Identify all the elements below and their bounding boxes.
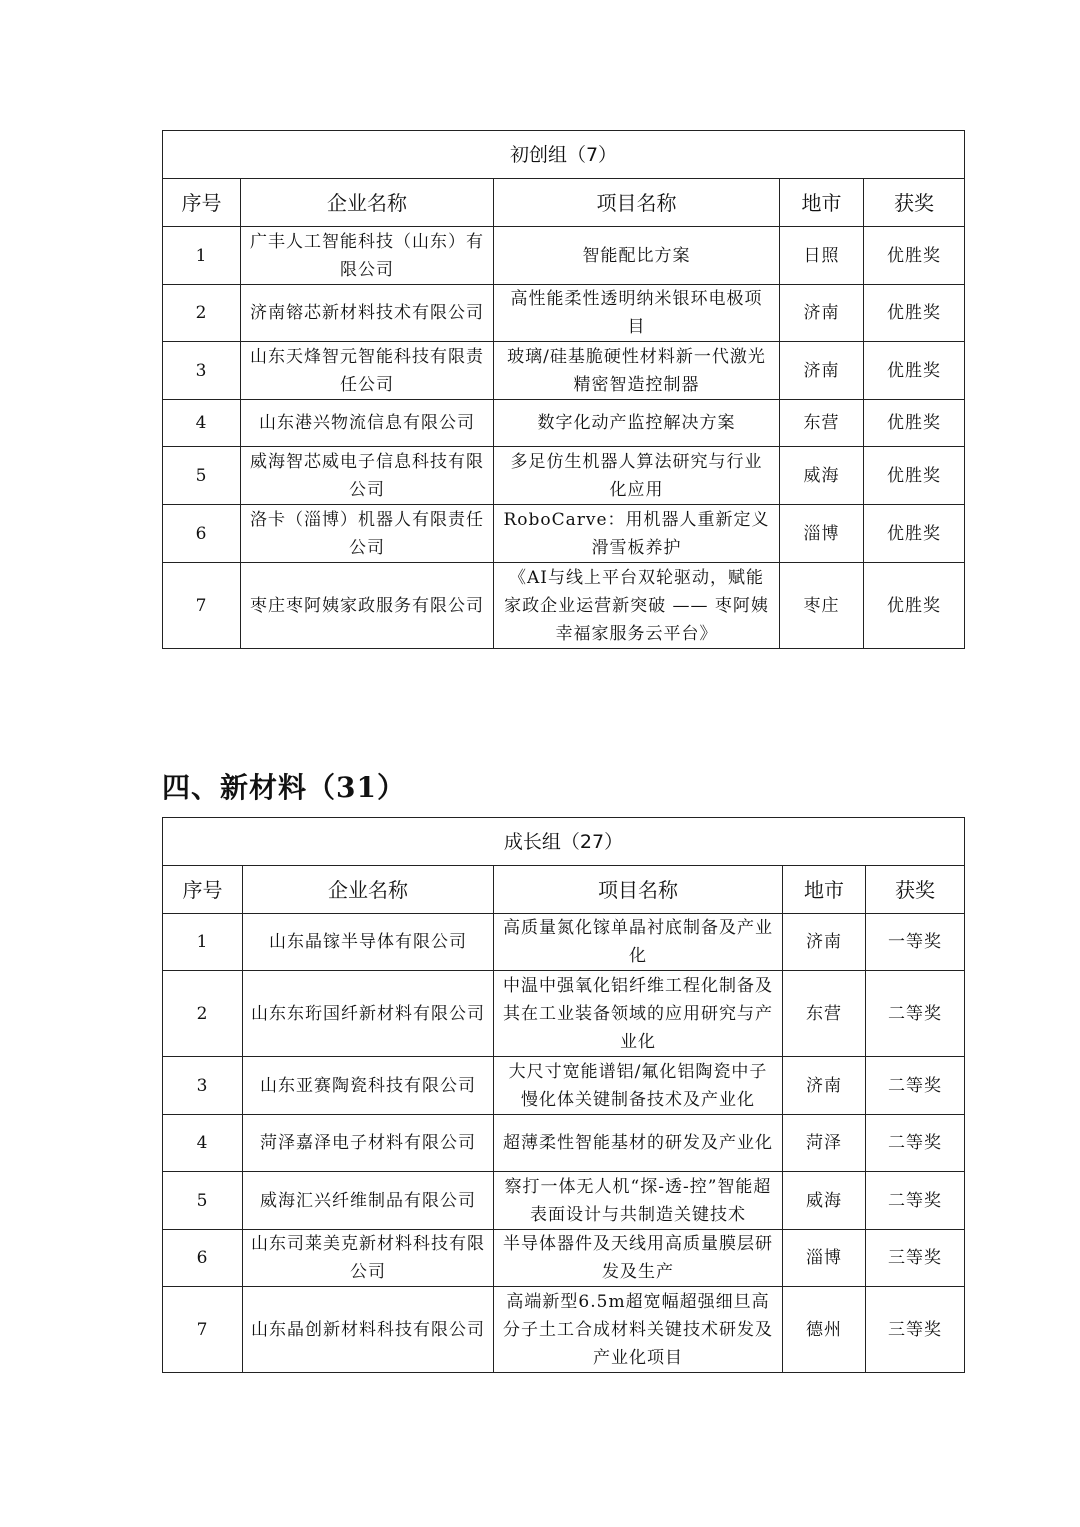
table-row	[163, 227, 965, 285]
award: 二等奖	[866, 971, 965, 1057]
award: 优胜奖	[864, 400, 965, 447]
row-number: 3	[163, 342, 241, 400]
col-header-project: 项目名称	[494, 179, 780, 227]
project-name: 数字化动产监控解决方案	[494, 400, 780, 447]
table-row	[163, 285, 965, 342]
row-number: 6	[163, 1230, 243, 1287]
award: 优胜奖	[864, 505, 965, 563]
col-header-no: 序号	[163, 866, 243, 914]
col-header-company: 企业名称	[241, 179, 494, 227]
company-name: 枣庄枣阿姨家政服务有限公司	[241, 563, 494, 649]
city: 枣庄	[780, 563, 864, 649]
company-name: 山东晶镓半导体有限公司	[243, 914, 494, 971]
table-row	[163, 971, 965, 1057]
table-row	[163, 400, 965, 447]
col-header-company: 企业名称	[243, 866, 494, 914]
row-number: 5	[163, 447, 241, 505]
award-table-growth	[162, 817, 965, 1373]
city: 济南	[780, 285, 864, 342]
col-header-award: 获奖	[866, 866, 965, 914]
project-name: RoboCarve：用机器人重新定义滑雪板养护	[494, 505, 780, 563]
section-title: 四、新材料（31）	[162, 771, 406, 804]
row-number: 7	[163, 563, 241, 649]
award: 优胜奖	[864, 227, 965, 285]
row-number: 1	[163, 227, 241, 285]
row-number: 5	[163, 1172, 243, 1230]
award: 优胜奖	[864, 447, 965, 505]
company-name: 山东司莱美克新材料科技有限公司	[243, 1230, 494, 1287]
project-name: 高性能柔性透明纳米银环电极项目	[494, 285, 780, 342]
table-row	[163, 447, 965, 505]
row-number: 2	[163, 971, 243, 1057]
company-name: 广丰人工智能科技（山东）有限公司	[241, 227, 494, 285]
award: 优胜奖	[864, 285, 965, 342]
project-name: 高质量氮化镓单晶衬底制备及产业化	[494, 914, 783, 971]
col-header-city: 地市	[783, 866, 866, 914]
project-name: 《AI与线上平台双轮驱动，赋能家政企业运营新突破 —— 枣阿姨幸福家服务云平台》	[494, 563, 780, 649]
company-name: 威海汇兴纤维制品有限公司	[243, 1172, 494, 1230]
col-header-no: 序号	[163, 179, 241, 227]
city: 德州	[783, 1287, 866, 1373]
table-row	[163, 1230, 965, 1287]
award: 二等奖	[866, 1172, 965, 1230]
award: 一等奖	[866, 914, 965, 971]
row-number: 3	[163, 1057, 243, 1115]
table-row	[163, 1172, 965, 1230]
company-name: 山东东珩国纤新材料有限公司	[243, 971, 494, 1057]
city: 济南	[780, 342, 864, 400]
company-name: 山东亚赛陶瓷科技有限公司	[243, 1057, 494, 1115]
row-number: 6	[163, 505, 241, 563]
city: 菏泽	[783, 1115, 866, 1172]
company-name: 山东晶创新材料科技有限公司	[243, 1287, 494, 1373]
city: 济南	[783, 914, 866, 971]
project-name: 多足仿生机器人算法研究与行业化应用	[494, 447, 780, 505]
project-name: 大尺寸宽能谱铝/氟化铝陶瓷中子慢化体关键制备技术及产业化	[494, 1057, 783, 1115]
city: 东营	[783, 971, 866, 1057]
city: 济南	[783, 1057, 866, 1115]
row-number: 2	[163, 285, 241, 342]
award: 三等奖	[866, 1287, 965, 1373]
col-header-city: 地市	[780, 179, 864, 227]
table-row	[163, 563, 965, 649]
city: 东营	[780, 400, 864, 447]
city: 日照	[780, 227, 864, 285]
project-name: 察打一体无人机“探-透-控”智能超表面设计与共制造关键技术	[494, 1172, 783, 1230]
row-number: 7	[163, 1287, 243, 1373]
company-name: 山东天烽智元智能科技有限责任公司	[241, 342, 494, 400]
project-name: 半导体器件及天线用高质量膜层研发及生产	[494, 1230, 783, 1287]
city: 淄博	[783, 1230, 866, 1287]
row-number: 4	[163, 400, 241, 447]
project-name: 高端新型6.5m超宽幅超强细旦高分子土工合成材料关键技术研发及产业化项目	[494, 1287, 783, 1373]
company-name: 菏泽嘉泽电子材料有限公司	[243, 1115, 494, 1172]
table-row	[163, 505, 965, 563]
table-row	[163, 1057, 965, 1115]
table-row	[163, 1115, 965, 1172]
company-name: 威海智芯威电子信息科技有限公司	[241, 447, 494, 505]
group-title: 成长组（27）	[163, 818, 965, 866]
table-row	[163, 342, 965, 400]
table-row	[163, 1287, 965, 1373]
project-name: 智能配比方案	[494, 227, 780, 285]
award: 优胜奖	[864, 563, 965, 649]
award: 二等奖	[866, 1115, 965, 1172]
city: 淄博	[780, 505, 864, 563]
award: 三等奖	[866, 1230, 965, 1287]
company-name: 山东港兴物流信息有限公司	[241, 400, 494, 447]
award: 优胜奖	[864, 342, 965, 400]
table-row	[163, 914, 965, 971]
project-name: 玻璃/硅基脆硬性材料新一代激光精密智造控制器	[494, 342, 780, 400]
row-number: 4	[163, 1115, 243, 1172]
award-table-startup	[162, 130, 965, 649]
city: 威海	[783, 1172, 866, 1230]
col-header-project: 项目名称	[494, 866, 783, 914]
award: 二等奖	[866, 1057, 965, 1115]
project-name: 中温中强氧化铝纤维工程化制备及其在工业装备领域的应用研究与产业化	[494, 971, 783, 1057]
col-header-award: 获奖	[864, 179, 965, 227]
company-name: 济南镕芯新材料技术有限公司	[241, 285, 494, 342]
group-title: 初创组（7）	[163, 131, 965, 179]
company-name: 洛卡（淄博）机器人有限责任公司	[241, 505, 494, 563]
row-number: 1	[163, 914, 243, 971]
project-name: 超薄柔性智能基材的研发及产业化	[494, 1115, 783, 1172]
city: 威海	[780, 447, 864, 505]
